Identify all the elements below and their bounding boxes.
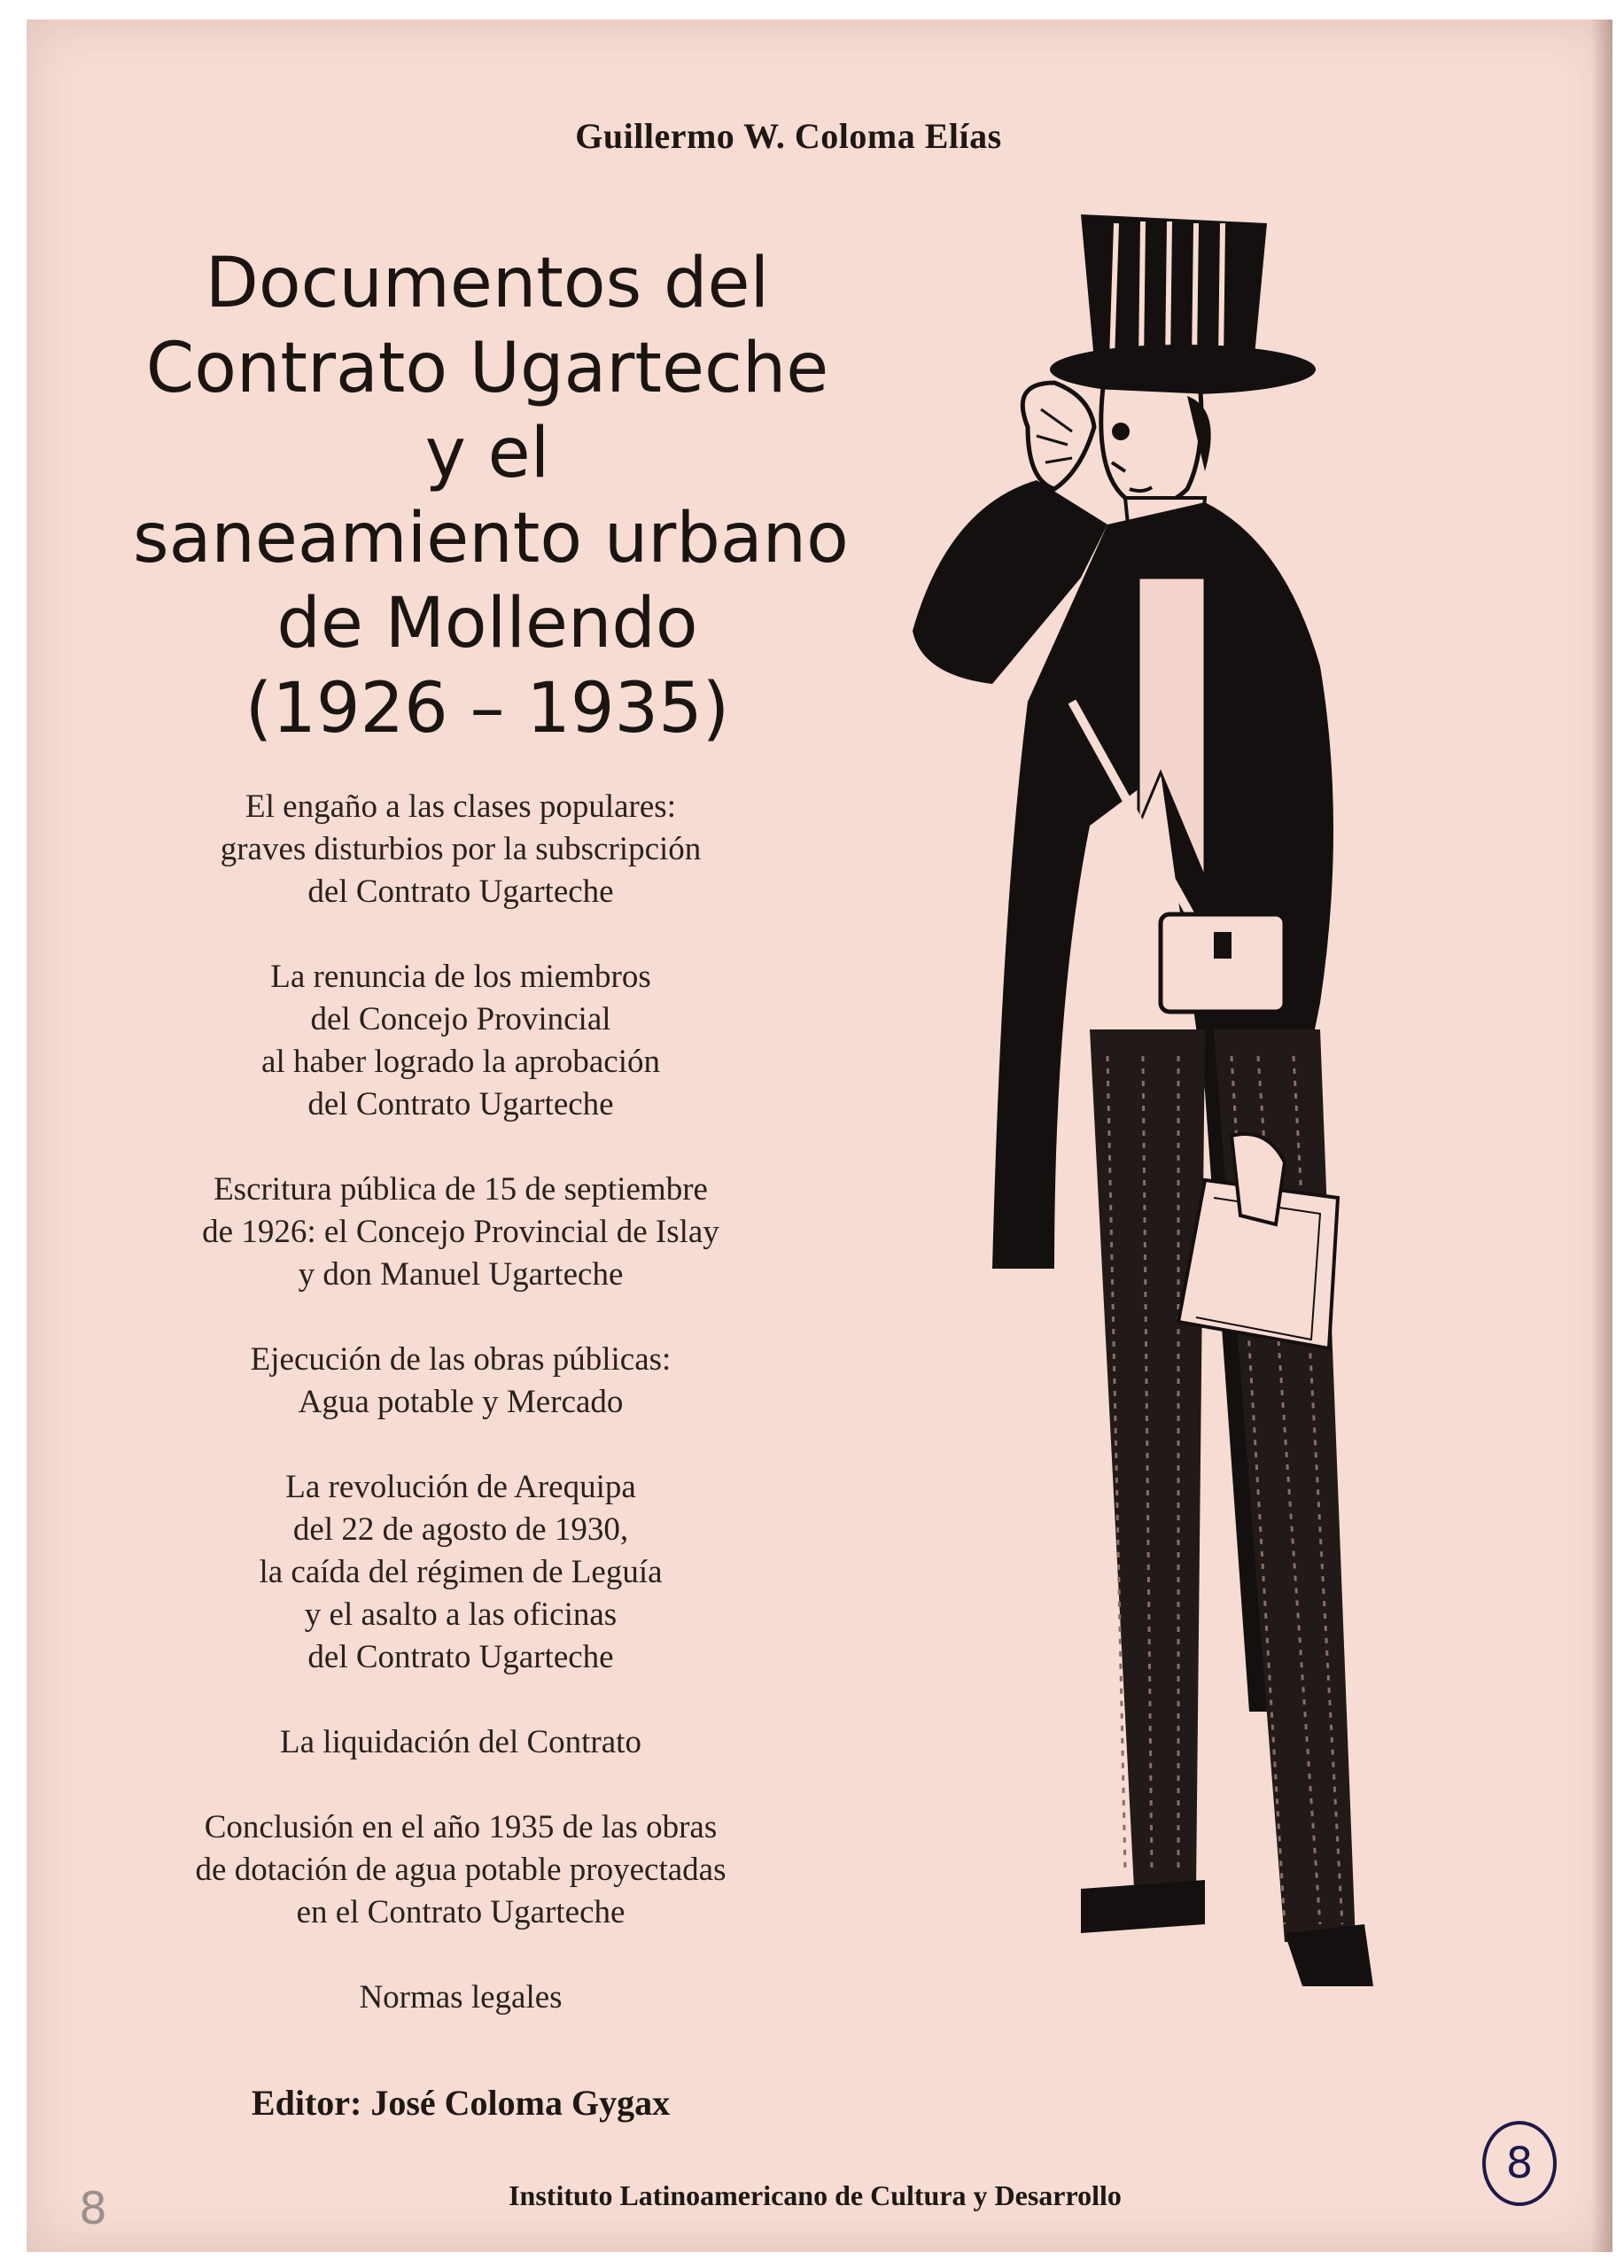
topic-item [124, 1169, 797, 1296]
topic-line: del Contrato Ugarteche [307, 1086, 614, 1122]
topic-line: del 22 de agosto de 1930, [292, 1511, 629, 1548]
topic-item [124, 1977, 797, 2019]
title-line: (1926 – 1935) [245, 669, 730, 749]
title-line: Contrato Ugarteche [145, 329, 829, 408]
topic-line: de dotación de agua potable proyectadas [195, 1852, 727, 1888]
pencil-number: 8 [79, 2183, 107, 2234]
topic-line: y el asalto a las oficinas [304, 1596, 618, 1633]
topic-line: Ejecución de las obras públicas: [250, 1341, 672, 1378]
topic-item [124, 1721, 797, 1764]
topic-line: la caída del régimen de Leguía [259, 1554, 663, 1590]
title-line: Documentos del [205, 244, 770, 323]
pencil-number-icon [62, 2172, 124, 2243]
topic-line: El engaño a las clases populares: [245, 788, 676, 825]
publisher-name: Instituto Latinoamericano de Cultura y Desarrollo [509, 2179, 1122, 2211]
handwritten-number: 8 [1505, 2139, 1534, 2188]
topic-line: del Concejo Provincial [310, 1001, 611, 1037]
topic-item [124, 1806, 797, 1934]
topic-item [124, 956, 797, 1126]
book-title [133, 241, 849, 751]
topic-item [124, 1466, 797, 1679]
topic-line: Escritura pública de 15 de septiembre [214, 1171, 708, 1208]
topic-item [124, 1339, 797, 1424]
author-name: Guillermo W. Coloma Elías [575, 116, 1002, 156]
topic-line: en el Contrato Ugarteche [296, 1894, 626, 1930]
title-line: de Mollendo [276, 584, 698, 664]
topic-line: del Contrato Ugarteche [307, 874, 614, 910]
topic-line: La liquidación del Contrato [280, 1724, 641, 1760]
topic-line: y don Manuel Ugarteche [298, 1256, 624, 1293]
page-edge-shadow [1591, 19, 1612, 2252]
topic-line: al haber logrado la aprobación [261, 1044, 660, 1080]
title-line: saneamiento urbano [133, 499, 849, 579]
book-cover [27, 19, 1612, 2252]
editor-credit: Editor: José Coloma Gygax [251, 2083, 671, 2123]
topic-line: Agua potable y Mercado [298, 1384, 624, 1420]
handwritten-number-icon [1480, 2119, 1559, 2208]
topic-line: de 1926: el Concejo Provincial de Islay [202, 1214, 719, 1250]
gentleman-in-top-hat-icon [789, 206, 1497, 2155]
topics-list [124, 786, 797, 2062]
topic-line: Normas legales [359, 1979, 563, 2016]
topic-item [124, 786, 797, 913]
topic-line: La revolución de Arequipa [285, 1469, 636, 1505]
topic-line: Conclusión en el año 1935 de las obras [204, 1809, 718, 1845]
title-line: y el [424, 414, 550, 493]
topic-line: del Contrato Ugarteche [307, 1639, 614, 1675]
topic-line: La renuncia de los miembros [270, 959, 651, 995]
topic-line: graves disturbios por la subscripción [220, 831, 702, 867]
